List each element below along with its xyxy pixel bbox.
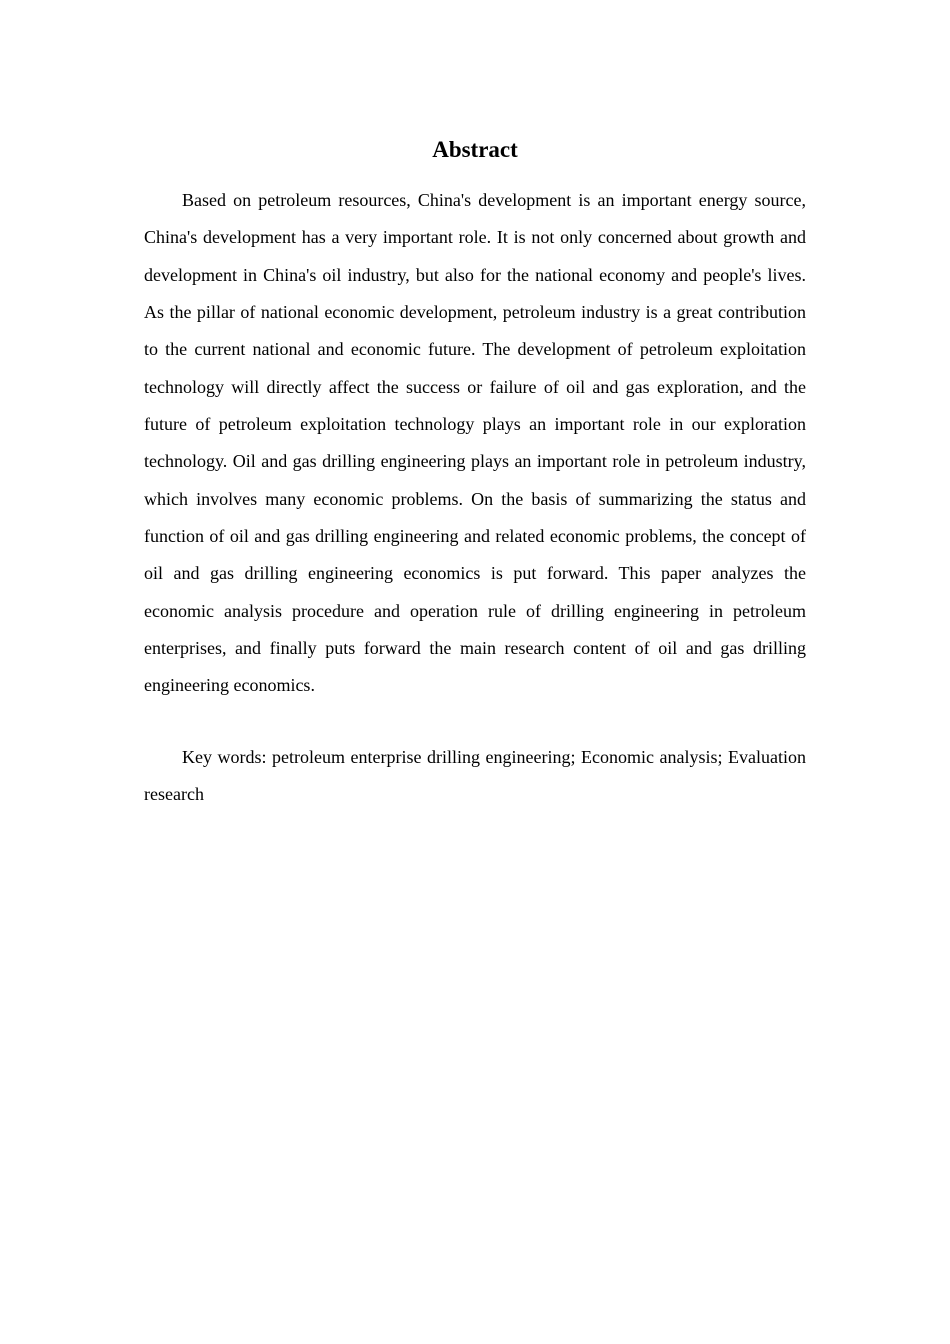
abstract-paragraph: Based on petroleum resources, China's development is an important energy source, China's development has a very important role. It is not only concerned about growth and development in China's oil industry, but also for the national economy and people's lives. As the pillar of national economic development, petroleum industry is a great contribution to the current national and economic future. The development of petroleum exploitation technology will directly affect the success or failure of oil and gas exploration, and the future of petroleum exploitation technology plays an important role in our exploration technology. Oil and gas drilling engineering plays an important role in petroleum industry, which involves many economic problems. On the basis of summarizing the status and function of oil and gas drilling engineering and related economic problems, the concept of oil and gas drilling engineering economics is put forward. This paper analyzes the economic analysis procedure and operation rule of drilling engineering in petroleum enterprises, and finally puts forward the main research content of oil and gas drilling engineering economics. (144, 190, 806, 696)
keywords-paragraph: Key words: petroleum enterprise drilling engineering; Economic analysis; Evaluation research (144, 747, 806, 805)
page-title: Abstract (432, 137, 518, 162)
